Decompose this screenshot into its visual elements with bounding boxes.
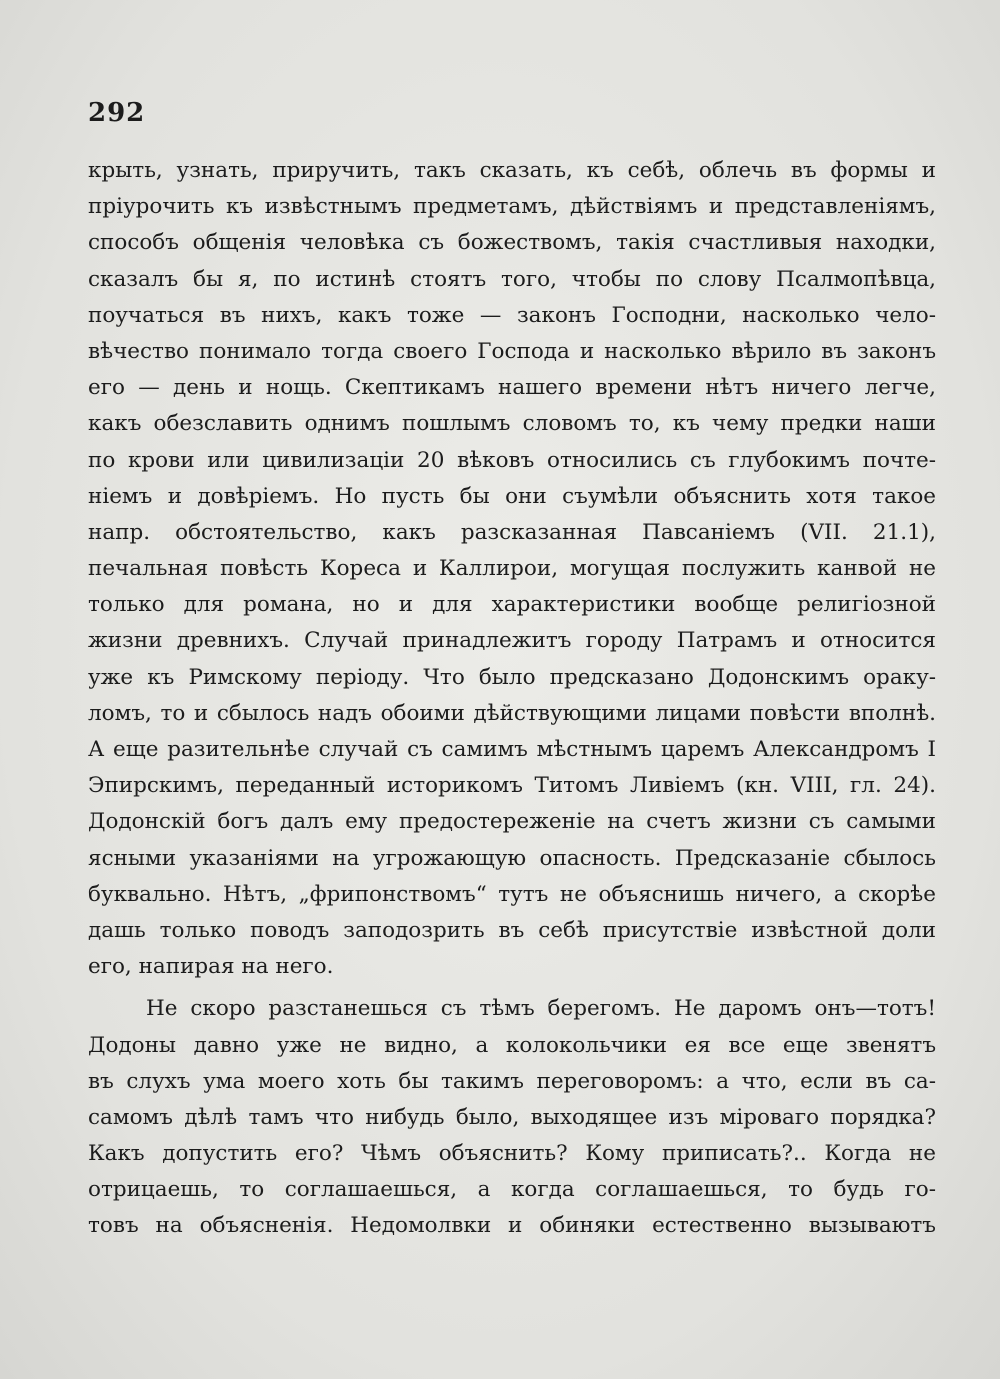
text-line: буквально. Нѣтъ, „фрипонствомъ“ тутъ не объяснишь ничего, а скорѣе [88, 881, 936, 907]
text-line: дашь только поводъ заподозрить въ себѣ присутствіе извѣстной доли [88, 917, 936, 943]
body-text [88, 153, 936, 1245]
text-line: ломъ, то и сбылось надъ обоими дѣйствующими лицами повѣсти вполнѣ. [88, 700, 936, 726]
page-number: 292 [88, 98, 146, 128]
paragraph-end-line: его, напирая на него. [88, 954, 334, 980]
text-line: Какъ допустить его? Чѣмъ объяснить? Кому приписать?.. Когда не [88, 1141, 936, 1167]
text-line: товъ на объясненія. Недомолвки и обиняки естественно вызываютъ [88, 1213, 936, 1239]
text-line: пріурочить къ извѣстнымъ предметамъ, дѣйствіямъ и представленіямъ, [88, 194, 936, 220]
paragraph-start-line: Не скоро разстанешься съ тѣмъ берегомъ. Не даромъ онъ—тотъ! [146, 996, 936, 1022]
text-line: самомъ дѣлѣ тамъ что нибудь было, выходящее изъ міроваго порядка? [88, 1104, 936, 1130]
text-line: Эпирскимъ, переданный историкомъ Титомъ Ливіемъ (кн. VIII, гл. 24). [88, 773, 936, 799]
text-line: печальная повѣсть Кореса и Каллирои, могущая послужить канвой не [88, 556, 936, 582]
text-line: ясными указаніями на угрожающую опасность. Предсказаніе сбылось [88, 845, 936, 871]
text-line: жизни древнихъ. Случай принадлежитъ городу Патрамъ и относится [88, 628, 936, 654]
text-line: отрицаешь, то соглашаешься, а когда соглашаешься, то будь го- [88, 1177, 936, 1203]
text-line: напр. обстоятельство, какъ разсказанная Павсаніемъ (VII. 21.1), [88, 519, 936, 545]
text-line: способъ общенія человѣка съ божествомъ, такія счастливыя находки, [88, 230, 936, 256]
text-line: Додоны давно уже не видно, а колокольчики ея все еще звенятъ [88, 1032, 936, 1058]
text-line: вѣчество понимало тогда своего Господа и насколько вѣрило въ законъ [88, 338, 936, 364]
text-line: ніемъ и довѣріемъ. Но пусть бы они съумѣли объяснить хотя такое [88, 483, 936, 509]
text-line: Додонскій богъ далъ ему предостереженіе на счетъ жизни съ самыми [88, 809, 936, 835]
text-line: его — день и нощь. Скептикамъ нашего времени нѣтъ ничего легче, [88, 375, 936, 401]
text-line: поучаться въ нихъ, какъ тоже — законъ Господни, насколько чело- [88, 302, 936, 328]
text-line: какъ обезславить однимъ пошлымъ словомъ то, къ чему предки наши [88, 411, 936, 437]
text-line: по крови или цивилизаціи 20 вѣковъ относились съ глубокимъ почте- [88, 447, 936, 473]
text-line: А еще разительнѣе случай съ самимъ мѣстнымъ царемъ Александромъ I [88, 737, 936, 762]
text-line: сказалъ бы я, по истинѣ стоятъ того, чтобы по слову Псалмопѣвца, [88, 266, 936, 292]
text-line: уже къ Римскому періоду. Что было предсказано Додонскимъ ораку- [88, 664, 936, 690]
text-line: въ слухъ ума моего хоть бы такимъ переговоромъ: а что, если въ са- [88, 1068, 936, 1094]
text-line: только для романа, но и для характеристики вообще религіозной [88, 592, 936, 618]
text-line: крыть, узнать, приручить, такъ сказать, къ себѣ, облечь въ формы и [88, 158, 936, 183]
